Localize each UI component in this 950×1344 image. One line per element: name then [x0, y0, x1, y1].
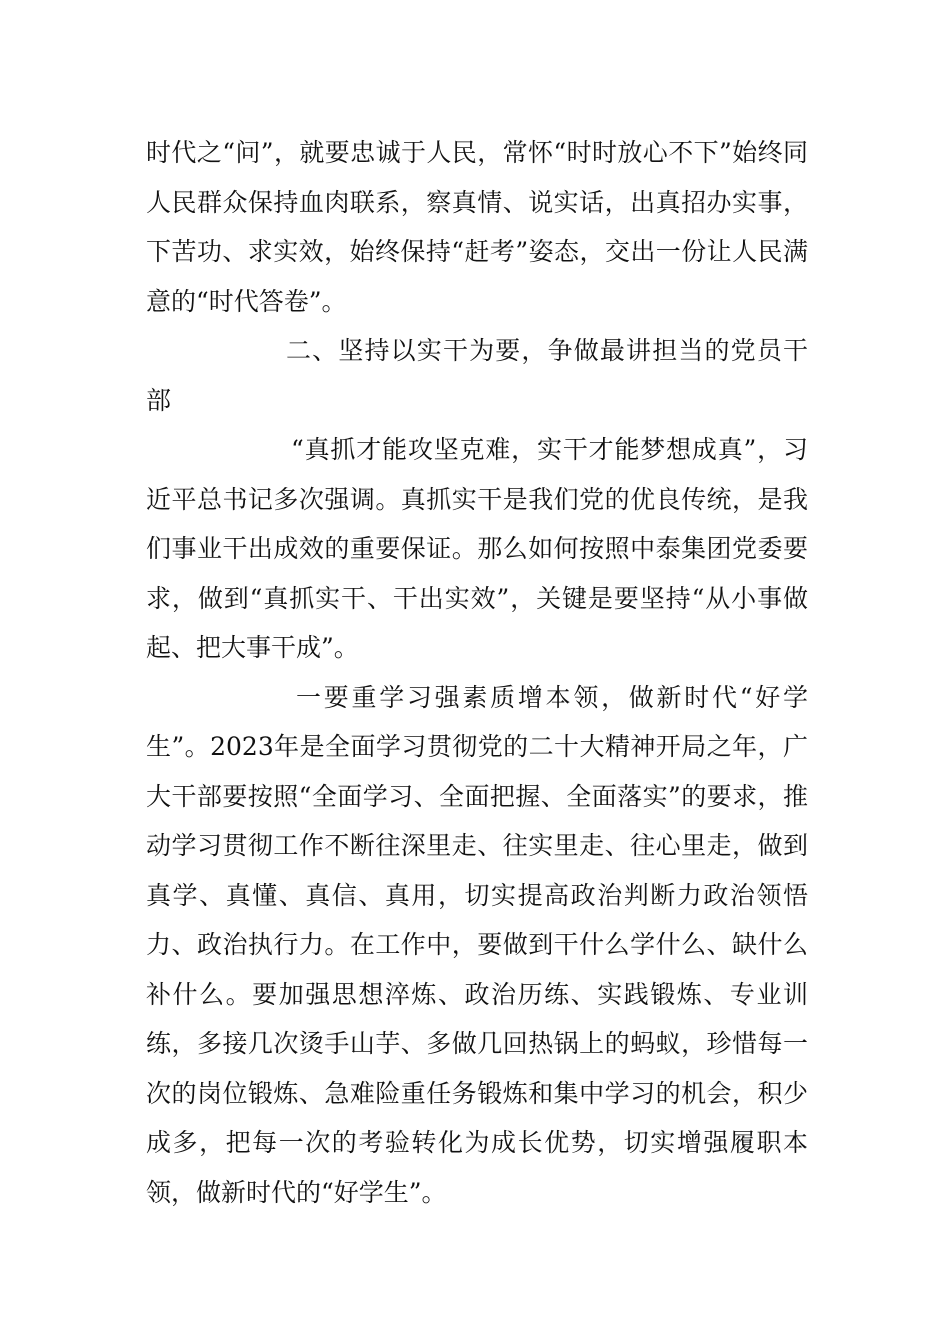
section-heading: 二、坚持以实干为要，争做最讲担当的党员干部 [146, 336, 808, 415]
paragraph-quote: “真抓才能攻坚克难，实干才能梦想成真”，习近平总书记多次强调。真抓实干是我们党的优良传统，是我们事业干出成效的重要保证。那么如何按照中泰集团党委要求，做到“真抓实干、干出实效”，关键是要坚持“从小事做起、把大事干成”。 [146, 435, 808, 662]
paragraph-study: 一要重学习强素质增本领，做新时代“好学生”。2023年是全面学习贯彻党的二十大精神开局之年，广大干部要按照“全面学习、全面把握、全面落实”的要求，推动学习贯彻工作不断往深里走、往实里走、往心里走，做到真学、真懂、真信、真用，切实提高政治判断力政治领悟力、政治执行力。在工作中，要做到干什么学什么、缺什么补什么。要加强思想淬炼、政治历练、实践锻炼、专业训练，多接几次烫手山芋、多做几回热锅上的蚂蚁，珍惜每一次的岗位锻炼、急难险重任务锻炼和集中学习的机会，积少成多，把每一次的考验转化为成长优势，切实增强履职本领，做新时代的“好学生”。 [146, 682, 808, 1207]
paragraph-intro-continued: 时代之“问”，就要忠诚于人民，常怀“时时放心不下”始终同人民群众保持血肉联系，察真情、说实话，出真招办实事，下苦功、求实效，始终保持“赶考”姿态，交出一份让人民满意的“时代答卷”。 [146, 138, 808, 316]
document-body [146, 128, 808, 1217]
